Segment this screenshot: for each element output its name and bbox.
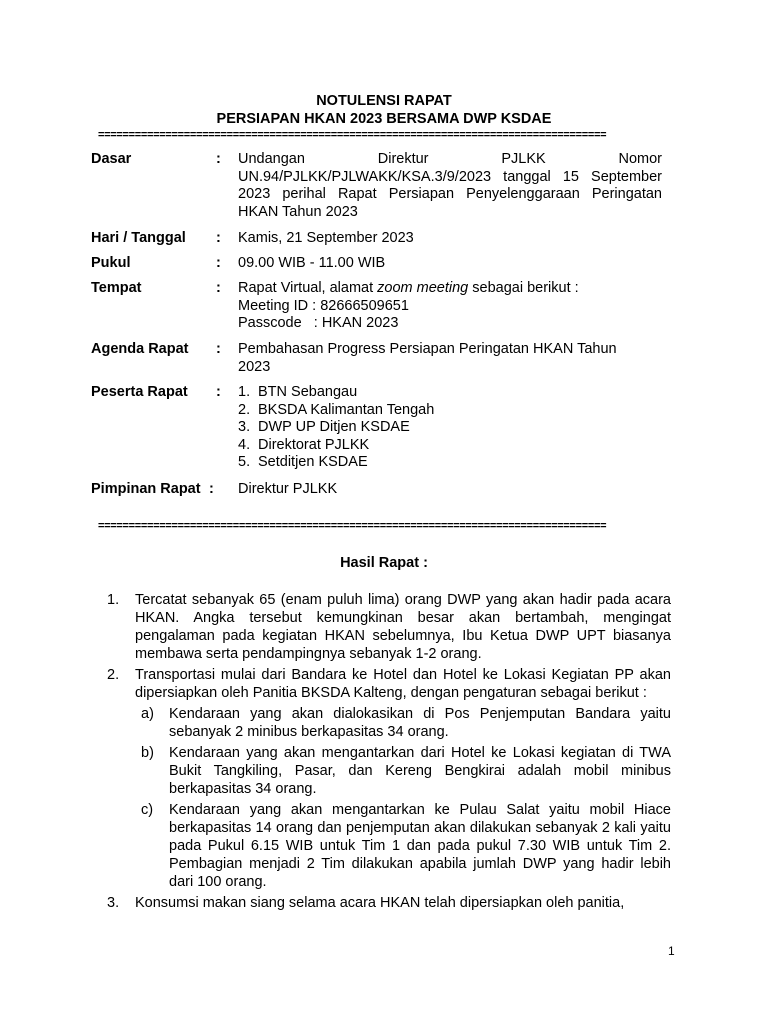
tempat-value <box>238 280 662 333</box>
passcode: Passcode : HKAN 2023 <box>238 315 399 331</box>
dasar-line-4: HKAN Tahun 2023 <box>238 203 358 220</box>
peserta-item: 3. DWP UP Ditjen KSDAE <box>238 419 410 435</box>
agenda-value <box>238 341 662 376</box>
hasil-subitem-a: a) Kendaraan yang akan dialokasikan di Pos Penjemputan Bandara yaitu sebanyak 2 minibus berkapasitas 34 orang. <box>141 706 671 740</box>
tempat-line <box>238 280 662 298</box>
peserta-item: 2. BKSDA Kalimantan Tengah <box>238 401 435 418</box>
tempat-zoom: zoom meeting <box>377 280 469 296</box>
dasar-label: Dasar <box>91 151 132 167</box>
pimpinan-label: Pimpinan Rapat <box>91 481 201 497</box>
pimpinan-colon: : <box>209 481 214 497</box>
peserta-item: 5. Setditjen KSDAE <box>238 454 368 470</box>
hari-colon: : <box>216 230 221 246</box>
hasil-item-1: 1. Tercatat sebanyak 65 (enam puluh lima) orang DWP yang akan hadir pada acara HKAN. Angka tersebut kemungkinan besar akan bertambah, mengingat pengalaman pada kegiatan HKAN sebelumnya, Ibu Ketua DWP UPT biasanya membawa serta pendampingnya sebanyak 1-2 orang. <box>107 592 671 662</box>
peserta-list <box>238 384 662 472</box>
tempat-label: Tempat <box>91 280 142 296</box>
meeting-id: Meeting ID : 82666509651 <box>238 297 409 314</box>
peserta-label: Peserta Rapat <box>91 384 188 400</box>
doc-title: NOTULENSI RAPAT <box>316 93 452 109</box>
pukul-label: Pukul <box>91 255 131 271</box>
peserta-colon: : <box>216 384 221 400</box>
agenda-line-1: Pembahasan Progress Persiapan Peringatan HKAN Tahun <box>238 341 617 357</box>
peserta-item: 4. Direktorat PJLKK <box>238 436 370 453</box>
hasil-subitem-b: b) Kendaraan yang akan mengantarkan dari Hotel ke Lokasi kegiatan di TWA Bukit Tangkiling, Pasar, dan Kereng Bengkirai adalah mobil minibus berkapasitas 34 orang. <box>141 745 671 797</box>
dasar-line-3: 2023 perihal Rapat Persiapan Penyelenggaraan Peringatan <box>238 186 662 202</box>
tempat-pre: Rapat Virtual, alamat <box>238 280 378 296</box>
hasil-heading: Hasil Rapat : <box>340 555 428 571</box>
peserta-item: 1. BTN Sebangau <box>238 384 358 400</box>
pimpinan-value: Direktur PJLKK <box>238 481 338 497</box>
dasar-line-1: Undangan Direktur PJLKK Nomor <box>238 151 662 167</box>
dasar-line-2: UN.94/PJLKK/PJLWAKK/KSA.3/9/2023 tanggal 15 September <box>238 168 662 185</box>
agenda-label: Agenda Rapat <box>91 341 189 357</box>
tempat-colon: : <box>216 280 221 296</box>
tempat-post: sebagai berikut : <box>468 280 579 296</box>
dasar-colon: : <box>216 151 221 167</box>
pukul-value: 09.00 WIB - 11.00 WIB <box>238 255 386 271</box>
hasil-list <box>107 591 671 915</box>
hasil-item-2: 2. Transportasi mulai dari Bandara ke Hotel dan Hotel ke Lokasi Kegiatan PP akan dipersiapkan oleh Panitia BKSDA Kalteng, dengan pengaturan sebagai berikut : a) Kendaraan yang akan dialokasikan di Pos Penjemputan Bandara yaitu sebanyak 2 minibus berkapasitas 34 orang. b) Kendaraan yang akan mengantarkan dari Hotel ke Lokasi kegiatan di TWA Bukit Tangkiling, Pasar, dan Kereng Bengkirai adalah mobil minibus berkapasitas 34 orang. c) Kendaraan yang akan mengantarkan ke Pulau Salat yaitu mobil Hiace berkapasitas 14 orang dan penjemputan akan dilakukan sebanyak 2 kali yaitu pada Pukul 6.15 WIB untuk Tim 1 dan pada pukul 7.30 WIB untuk Tim 2. Pembagian menjadi 2 Tim dilakukan apabila jumlah DWP yang hadir lebih dari 100 orang. <box>107 667 671 890</box>
dasar-value <box>238 151 662 221</box>
hari-label: Hari / Tanggal <box>91 230 186 246</box>
top-separator: =================================================================================== <box>98 129 607 141</box>
doc-subtitle: PERSIAPAN HKAN 2023 BERSAMA DWP KSDAE <box>216 111 552 127</box>
hasil-subitem-c: c) Kendaraan yang akan mengantarkan ke Pulau Salat yaitu mobil Hiace berkapasitas 14 orang dan penjemputan akan dilakukan sebanyak 2 kali yaitu pada Pukul 6.15 WIB untuk Tim 1 dan pada pukul 7.30 WIB untuk Tim 2. Pembagian menjadi 2 Tim dilakukan apabila jumlah DWP yang hadir lebih dari 100 orang. <box>141 802 671 890</box>
pukul-colon: : <box>216 255 221 271</box>
bottom-separator: =================================================================================== <box>98 520 607 532</box>
page-number: 1 <box>668 944 675 958</box>
agenda-line-2: 2023 <box>238 358 271 375</box>
hari-value: Kamis, 21 September 2023 <box>238 230 414 246</box>
hasil-item-3: 3. Konsumsi makan siang selama acara HKAN telah dipersiapkan oleh panitia, <box>107 895 625 911</box>
agenda-colon: : <box>216 341 221 357</box>
